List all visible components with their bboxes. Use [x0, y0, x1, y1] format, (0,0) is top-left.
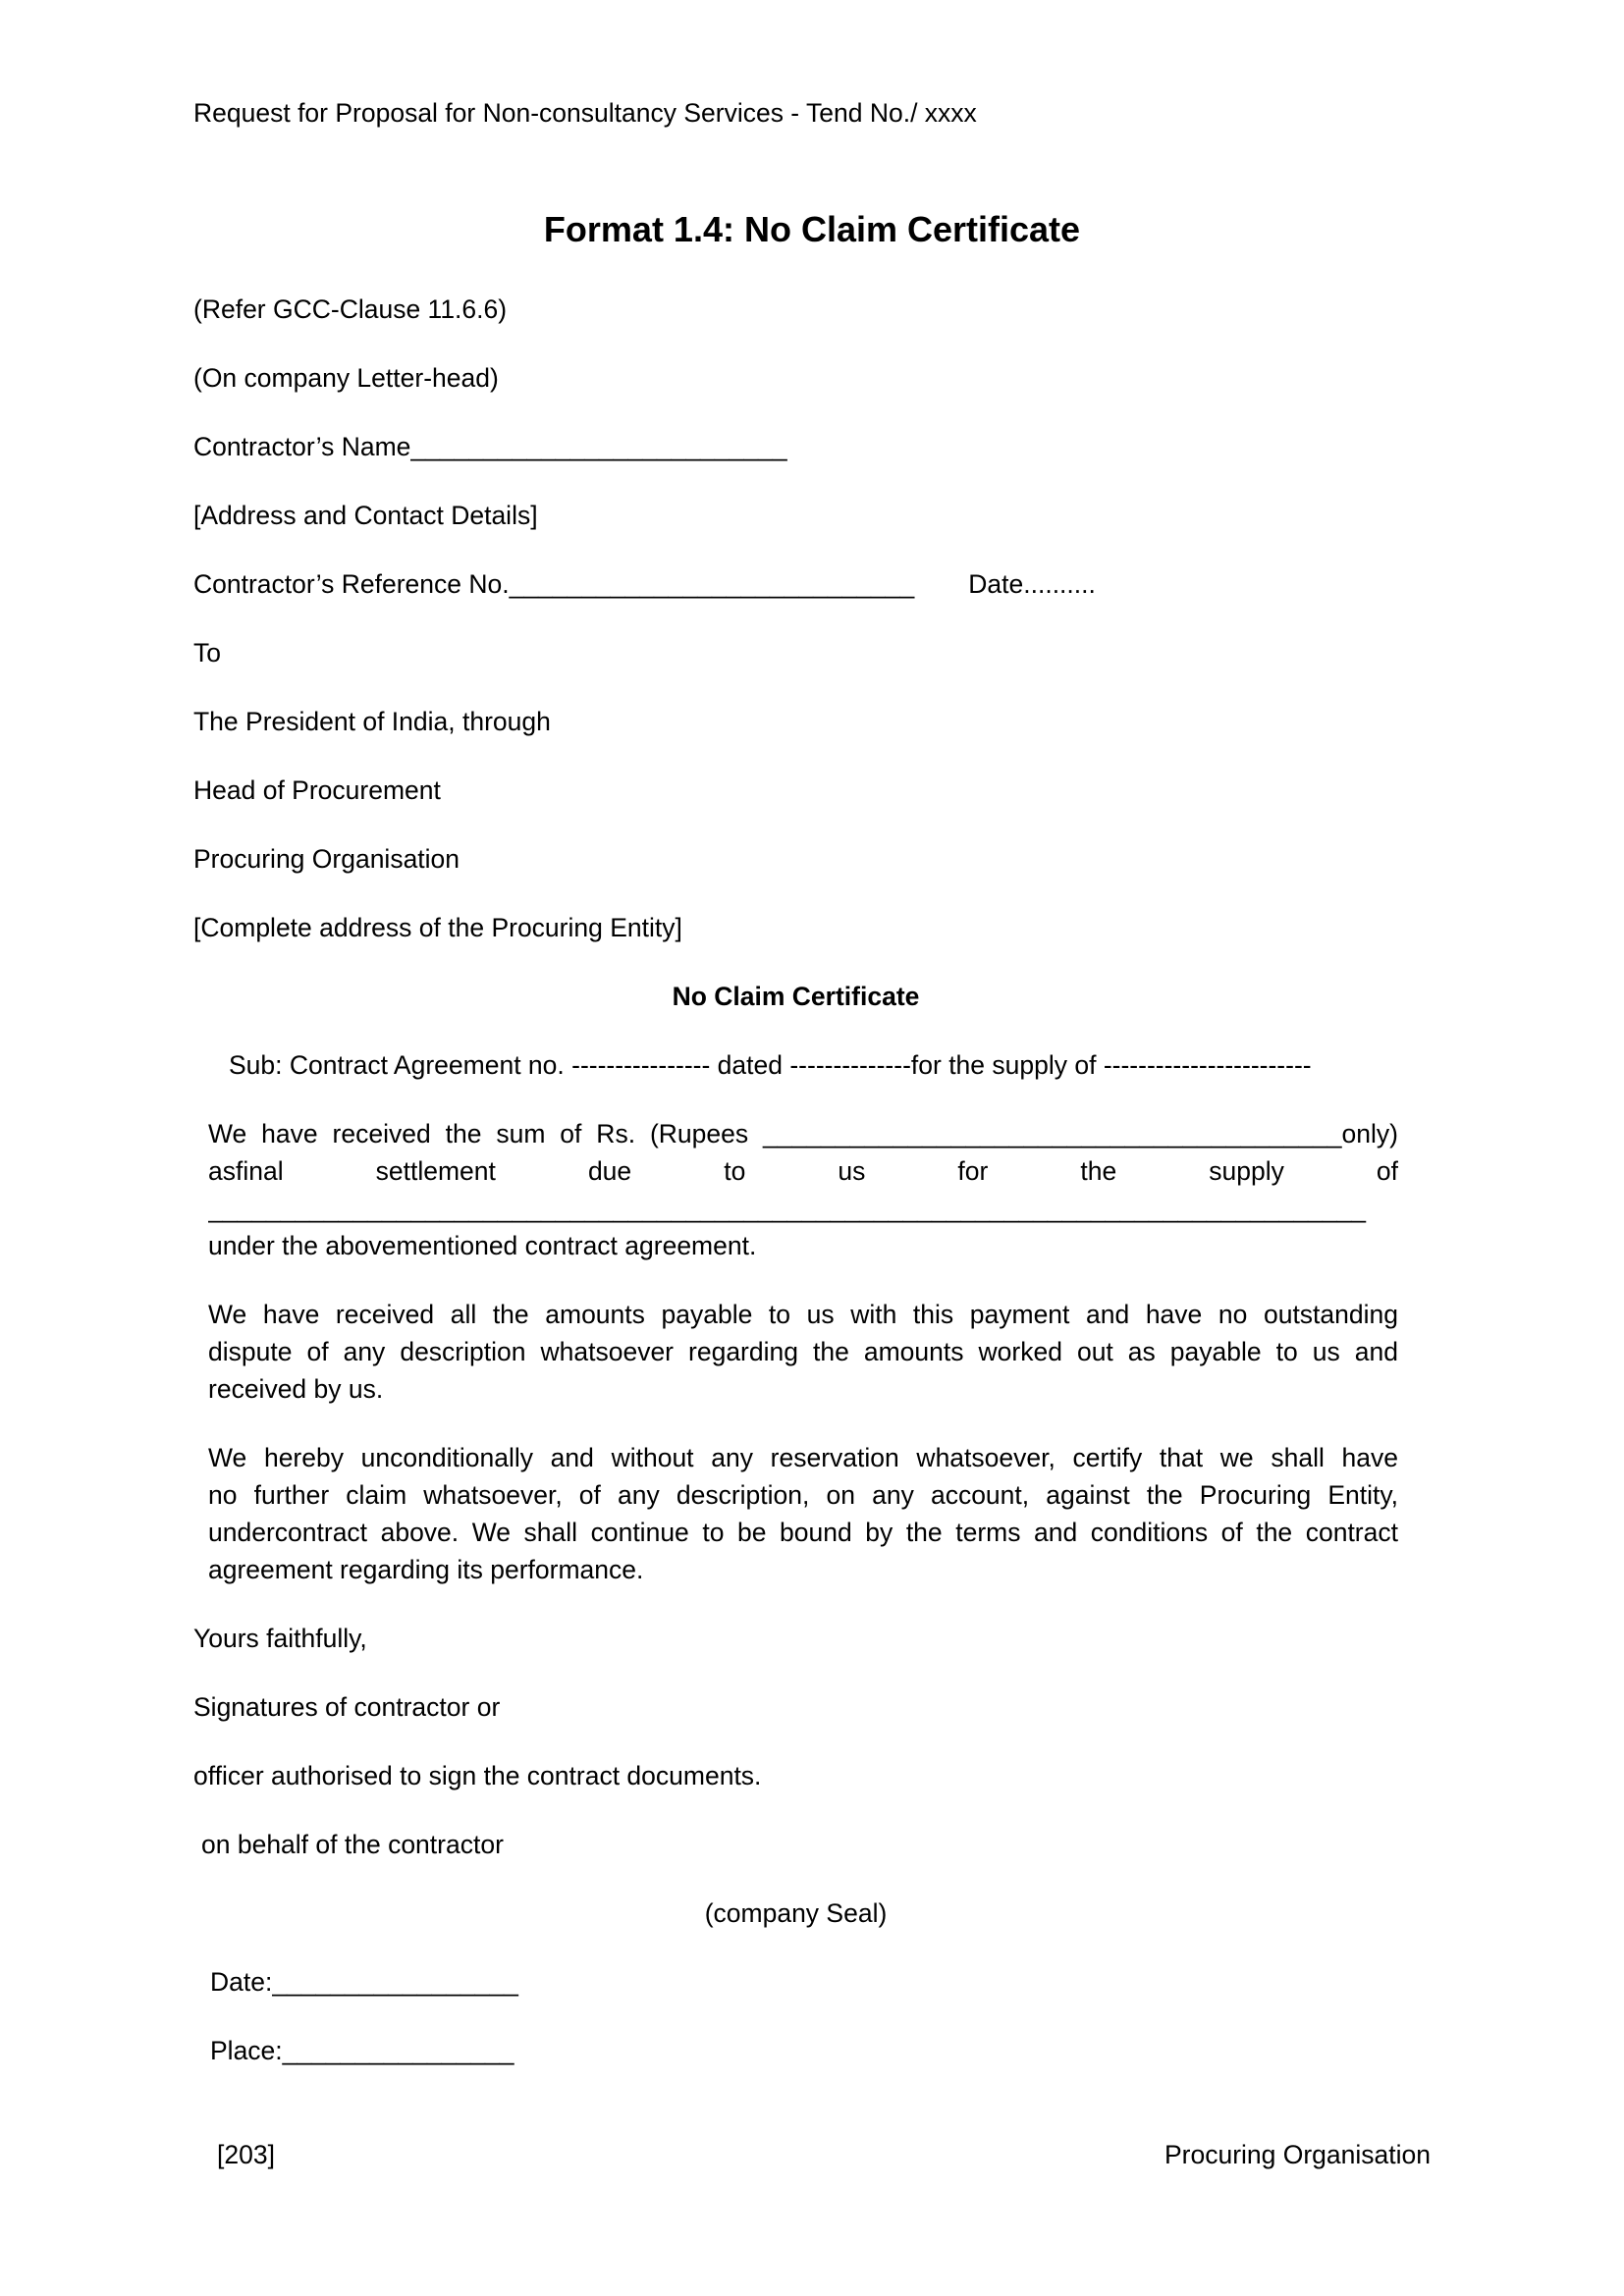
paragraph-receipt-line4: under the abovementioned contract agreement. — [208, 1231, 757, 1260]
reference-line — [193, 565, 1398, 603]
recipient-president-line: The President of India, through — [193, 707, 551, 736]
paragraph-no-claim-line2: no further claim whatsoever, of any description, on any account, against the Procuring Entity, — [208, 1480, 1398, 1510]
footer-org-label: Procuring Organisation — [1164, 2140, 1431, 2169]
subject-line: Sub: Contract Agreement no. ---------------- dated --------------for the supply of ------------------------ — [229, 1050, 1312, 1080]
paragraph-amounts-line3: received by us. — [208, 1374, 384, 1404]
recipient-org-line: Procuring Organisation — [193, 844, 460, 874]
signature-line-2: officer authorised to sign the contract documents. — [193, 1761, 762, 1790]
paragraph-no-claim — [193, 1439, 1398, 1588]
recipient-head-line: Head of Procurement — [193, 775, 441, 805]
signature-line-3: on behalf of the contractor — [201, 1830, 504, 1859]
date-line — [193, 1963, 1398, 2001]
letterhead-line: (On company Letter-head) — [193, 363, 499, 393]
document-body — [193, 291, 1398, 2101]
signature-line-1: Signatures of contractor or — [193, 1692, 501, 1722]
place-blank: ________________ — [282, 2036, 514, 2065]
refer-clause-line: (Refer GCC-Clause 11.6.6) — [193, 294, 508, 324]
paragraph-no-claim-line3: undercontract above. We shall continue to be bound by the terms and conditions of the contract — [208, 1518, 1398, 1547]
date-blank: _________________ — [272, 1967, 518, 1997]
page-header: Request for Proposal for Non-consultancy Services - Tend No./ xxxx — [193, 98, 977, 128]
date-label: Date: — [210, 1967, 273, 1997]
reference-label: Contractor’s Reference No. — [193, 569, 510, 599]
page-number: [203] — [217, 2140, 275, 2169]
contractor-name-label: Contractor’s Name — [193, 432, 411, 461]
paragraph-no-claim-line4: agreement regarding its performance. — [208, 1555, 644, 1584]
recipient-address-line: [Complete address of the Procuring Entity] — [193, 913, 682, 942]
paragraph-amounts-line2: dispute of any description whatsoever regarding the amounts worked out as payable to us and — [208, 1337, 1398, 1366]
certificate-heading: No Claim Certificate — [672, 982, 920, 1011]
place-label: Place: — [210, 2036, 283, 2065]
salutation-line: Yours faithfully, — [193, 1624, 367, 1653]
reference-blank: ____________________________ — [509, 569, 915, 599]
paragraph-receipt — [193, 1115, 1398, 1264]
paragraph-receipt-blank-line: ________________________________________________________________________________ — [208, 1194, 1367, 1223]
address-details-line: [Address and Contact Details] — [193, 501, 538, 530]
paragraph-receipt-line1: We have received the sum of Rs. (Rupees ________________________________________only) — [208, 1119, 1398, 1148]
paragraph-receipt-line2: asfinal settlement due to us for the supply of — [208, 1156, 1398, 1186]
page-footer — [193, 2136, 1431, 2173]
paragraph-amounts-line1: We have received all the amounts payable to us with this payment and have no outstanding — [208, 1300, 1398, 1329]
place-line — [193, 2032, 1398, 2069]
company-seal-line: (company Seal) — [704, 1898, 888, 1928]
paragraph-no-claim-line1: We hereby unconditionally and without any reservation whatsoever, certify that we shall have — [208, 1443, 1398, 1472]
date-dotted: Date.......... — [968, 569, 1096, 599]
contractor-name-line — [193, 428, 1398, 465]
paragraph-amounts — [193, 1296, 1398, 1408]
recipient-to-line: To — [193, 638, 221, 667]
contractor-name-blank: __________________________ — [410, 432, 787, 461]
document-title: Format 1.4: No Claim Certificate — [543, 209, 1081, 249]
